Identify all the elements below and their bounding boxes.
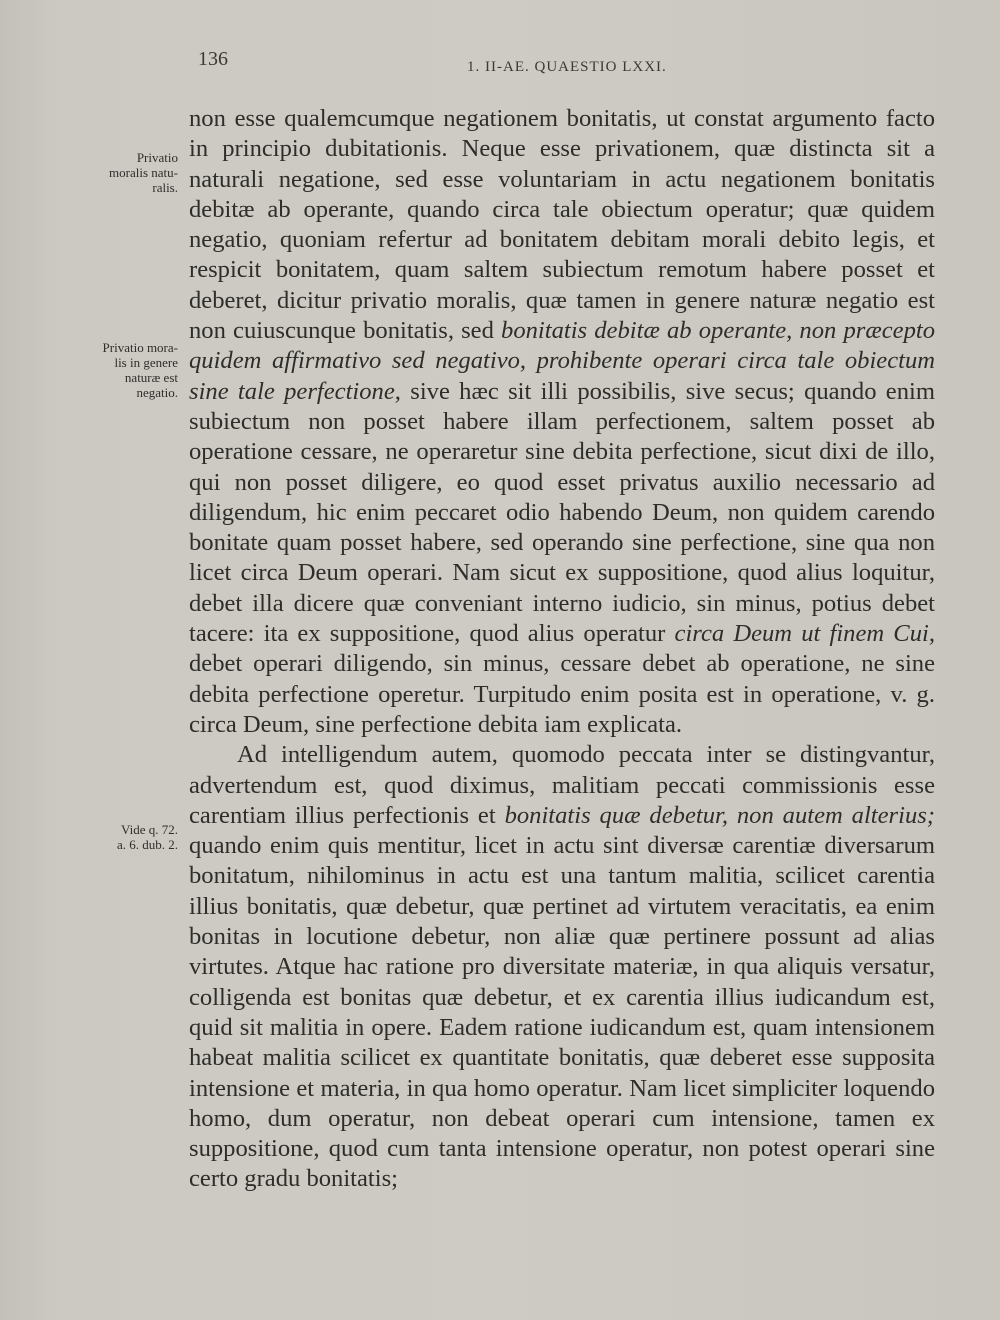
paragraph-2: Ad intelligendum autem, quomodo peccata inter se distingvantur, advertendum est, quod diximus, malitiam peccati commissionis esse carentiam illius perfectionis et bonitatis quæ debetur, non autem alterius; quando enim quis mentitur, licet in actu sint diversæ carentiæ diversarum bonitatum, nihilominus in actu est una tantum malitia, scilicet carentia illius bonitatis, quæ debetur, quæ pertinet ad virtutem veracitatis, ea enim bonitas in locutione debetur, non aliæ quæ pertinere possunt ad alias virtutes. Atque hac ratione pro diversitate materiæ, in qua aliquis versatur, colligenda est bonitas quæ debetur, et ex carentia illius iudicandum est, quid sit malitia in opere. Eadem ratione iudicandum est, quam intensionem habeat malitia scilicet ex quantitate bonitatis, quæ deberet esse supposita intensione et materia, in qua homo operatur. Nam licet simpliciter loquendo homo, dum operatur, non debeat operari cum intensione, tamen ex suppositione, quod cum tanta intensione operatur, non potest operari sine certo gradu bonitatis; (189, 741, 935, 1193)
page-number: 136 (198, 48, 228, 70)
body-text (189, 104, 935, 1195)
running-title: 1. II-AE. QUAESTIO LXXI. (467, 59, 667, 75)
margin-note-privatio-naturae: Privatio mora- lis in genere naturæ est negatio. (102, 340, 178, 400)
paragraph-1: non esse qualemcumque negationem bonitatis, ut constat argumento facto in principio dubitationis. Neque esse privationem, quæ distincta sit a naturali negatione, sed esse voluntariam in actu negationem bonitatis debitæ ab operante, quando circa tale obiectum operatur; quæ quidem negatio, quoniam refertur ad bonitatem debitam morali debito legis, et respicit bonitatem, quam saltem subiectum remotum habere posset et deberet, dicitur privatio moralis, quæ tamen in genere naturæ negatio est non cuiuscunque bonitatis, sed bonitatis debitæ ab operante, non præcepto quidem affirmativo sed negativo, prohibente operari circa tale obiectum sine tale perfectione, sive hæc sit illi possibilis, sive secus; quando enim subiectum non posset habere illam perfectionem, saltem posset ab operatione cessare, ne operaretur sine debita perfectione, sicut dixi de illo, qui non posset diligere, eo quod esset privatus auxilio necessario ad diligendum, hic enim peccaret odio habendo Deum, non quidem carendo bonitate quam posset habere, sed operando sine perfectione, sine qua non licet circa Deum operari. Nam sicut ex suppositione, quod alius loquitur, debet illa dicere quæ conveniant interno iudicio, sin minus, potius debet tacere: ita ex suppositione, quod alius operatur circa Deum ut finem Cui, debet operari diligendo, sin minus, cessare debet ab operatione, ne sine debita perfectione operetur. Turpitudo enim posita est in operatione, v. g. circa Deum, sine perfectione debita iam explicata. (189, 105, 935, 738)
margin-note-vide: Vide q. 72. a. 6. dub. 2. (116, 822, 178, 852)
margin-note-privatio-moralis: Privatio moralis natu- ralis. (109, 150, 178, 195)
